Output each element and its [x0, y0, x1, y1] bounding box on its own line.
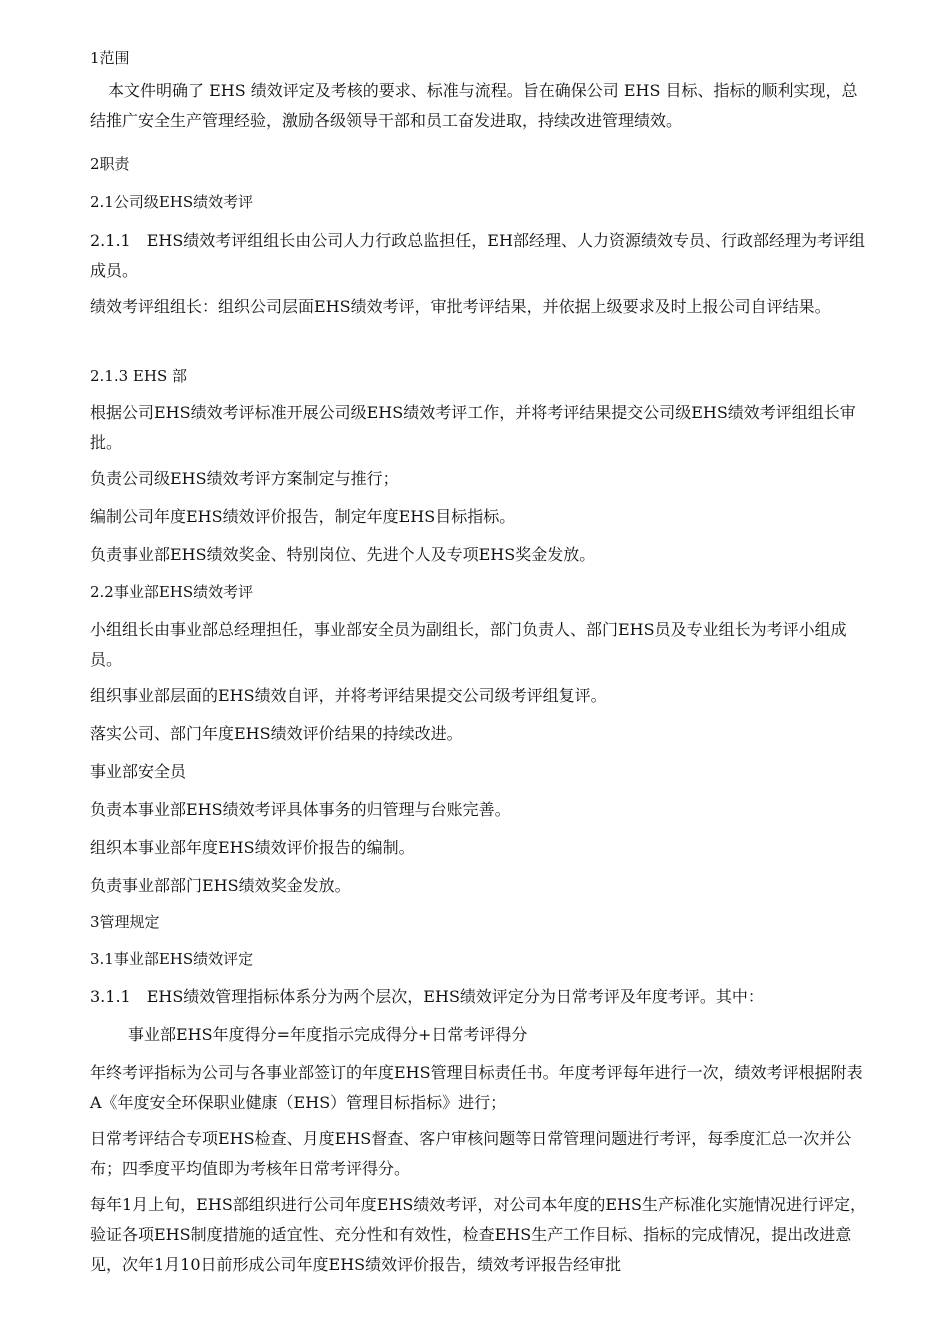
paragraph-2-2-f: 组织本事业部年度EHS绩效评价报告的编制。	[90, 838, 415, 857]
heading-1-scope: 1范围	[90, 49, 130, 67]
paragraph-2-2-a: 小组组长由事业部总经理担任，事业部安全员为副组长，部门负责人、部门EHS员及专业组长为考评小组成员。	[90, 620, 847, 669]
paragraph-3-1-a: 年终考评指标为公司与各事业部签订的年度EHS管理目标责任书。年度考评每年进行一次，绩效考评根据附表A《年度安全环保职业健康（EHS）管理目标指标》进行；	[90, 1063, 863, 1112]
paragraph-2-2-e: 负责本事业部EHS绩效考评具体事务的归管理与台账完善。	[90, 800, 511, 819]
paragraph-2-1-2: 绩效考评组组长：组织公司层面EHS绩效考评，审批考评结果，并依据上级要求及时上报公司自评结果。	[90, 297, 831, 316]
paragraph-2-2-d: 事业部安全员	[90, 762, 187, 781]
heading-2-responsibilities: 2职责	[90, 155, 130, 173]
paragraph-3-1-c: 每年1月上旬，EHS部组织进行公司年度EHS绩效考评，对公司本年度的EHS生产标准化实施情况进行评定，验证各项EHS制度措施的适宜性、充分性和有效性，检查EHS生产工作目标、指标的完成情况，提出改进意见，次年1月10日前形成公司年度EHS绩效评价报告，绩效考评报告经审批	[90, 1195, 866, 1274]
paragraph-2-1-3-d: 负责事业部EHS绩效奖金、特别岗位、先进个人及专项EHS奖金发放。	[90, 545, 596, 564]
heading-3-1: 3.1事业部EHS绩效评定	[90, 950, 254, 968]
formula-line: 事业部EHS年度得分=年度指示完成得分+日常考评得分	[128, 1025, 528, 1044]
paragraph-2-1-3-a: 根据公司EHS绩效考评标准开展公司级EHS绩效考评工作，并将考评结果提交公司级EHS绩效考评组组长审批。	[90, 403, 856, 452]
scope-paragraph: 本文件明确了 EHS 绩效评定及考核的要求、标准与流程。旨在确保公司 EHS 目标、指标的顺利实现，总结推广安全生产管理经验，激励各级领导干部和员工奋发进取，持续改进管理绩效。	[90, 81, 858, 130]
heading-3-management: 3管理规定	[90, 913, 160, 931]
paragraph-2-2-b: 组织事业部层面的EHS绩效自评，并将考评结果提交公司级考评组复评。	[90, 686, 607, 705]
paragraph-2-2-c: 落实公司、部门年度EHS绩效评价结果的持续改进。	[90, 724, 463, 743]
heading-2-1: 2.1公司级EHS绩效考评	[90, 193, 254, 211]
paragraph-2-1-3-c: 编制公司年度EHS绩效评价报告，制定年度EHS目标指标。	[90, 507, 516, 526]
heading-2-1-3: 2.1.3 EHS 部	[90, 367, 188, 385]
paragraph-2-1-3-b: 负责公司级EHS绩效考评方案制定与推行；	[90, 469, 399, 488]
paragraph-3-1-1: 3.1.1 EHS绩效管理指标体系分为两个层次，EHS绩效评定分为日常考评及年度考评。其中：	[90, 987, 764, 1006]
paragraph-3-1-b: 日常考评结合专项EHS检查、月度EHS督查、客户审核问题等日常管理问题进行考评，每季度汇总一次并公布；四季度平均值即为考核年日常考评得分。	[90, 1129, 852, 1178]
paragraph-2-1-1: 2.1.1 EHS绩效考评组组长由公司人力行政总监担任，EH部经理、人力资源绩效专员、行政部经理为考评组成员。	[90, 231, 865, 280]
paragraph-2-2-g: 负责事业部部门EHS绩效奖金发放。	[90, 876, 351, 895]
heading-2-2: 2.2事业部EHS绩效考评	[90, 583, 254, 601]
